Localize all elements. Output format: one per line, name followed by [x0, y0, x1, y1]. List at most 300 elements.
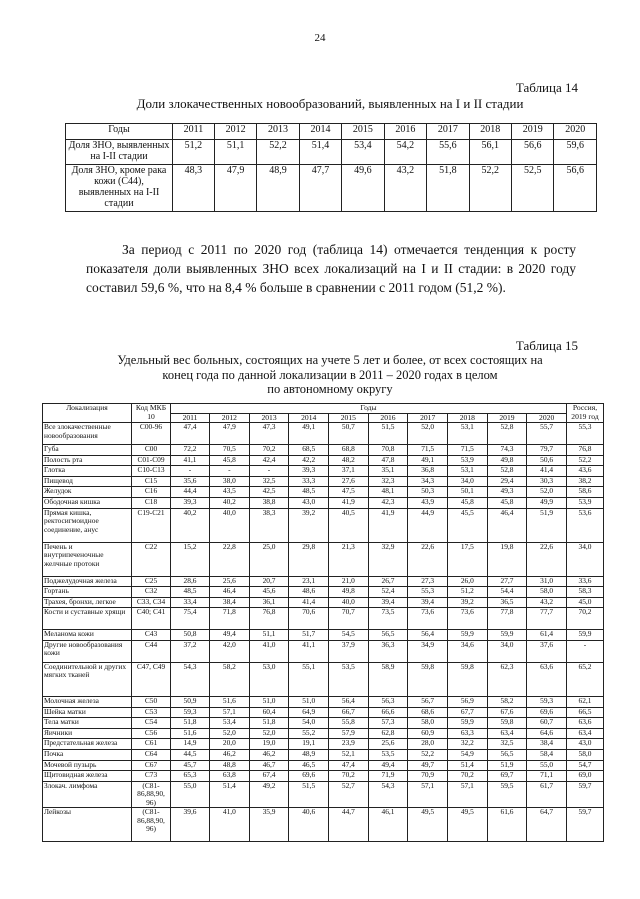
- table15-cell: 58,4: [527, 749, 567, 760]
- table15-cell: 39,3: [289, 466, 329, 477]
- table15-row-name: Гортань: [43, 587, 132, 598]
- table15-cell: 47,3: [249, 423, 289, 445]
- table15-cell: 71,5: [447, 445, 487, 456]
- table15-russia-cell: 58,6: [567, 487, 604, 498]
- table15-cell: 56,4: [329, 696, 369, 707]
- table15-cell: 59,8: [408, 662, 448, 696]
- table15-cell: 51,5: [289, 781, 329, 808]
- table15-cell: 56,3: [368, 696, 408, 707]
- table15-row-code: С01-С09: [132, 455, 171, 466]
- table15-cell: 51,0: [289, 696, 329, 707]
- table15-cell: 59,9: [447, 630, 487, 641]
- table15-cell: 32,9: [368, 542, 408, 576]
- table15-russia-cell: 65,2: [567, 662, 604, 696]
- table15-cell: 49,3: [487, 487, 527, 498]
- table15-cell: 37,1: [329, 466, 369, 477]
- table15-cell: 22,6: [408, 542, 448, 576]
- table14: [65, 123, 597, 212]
- table15-cell: 42,2: [289, 455, 329, 466]
- table14-cell: 56,6: [554, 165, 597, 212]
- table15-russia-cell: 59,7: [567, 781, 604, 808]
- table15-cell: 32,5: [487, 739, 527, 750]
- table15-row-code: С64: [132, 749, 171, 760]
- table15-cell: 42,3: [368, 497, 408, 508]
- table15-cell: 51,1: [249, 630, 289, 641]
- table14-cell: 56,1: [469, 140, 511, 165]
- table15-cell: 61,7: [527, 781, 567, 808]
- table15-row-code: С44: [132, 640, 171, 662]
- table15-cell: 45,8: [487, 497, 527, 508]
- table15-cell: 19,0: [249, 739, 289, 750]
- table15-cell: 39,2: [447, 597, 487, 608]
- table15-row-code: С18: [132, 497, 171, 508]
- table15-row-code: С67: [132, 760, 171, 771]
- table15-cell: 69,7: [487, 771, 527, 782]
- table15-cell: 70,8: [368, 445, 408, 456]
- table15-cell: 44,5: [171, 749, 210, 760]
- table15-cell: 79,7: [527, 445, 567, 456]
- table15-cell: 46,4: [487, 508, 527, 542]
- table15-header-code: Код МКБ 10: [132, 404, 171, 423]
- table15-cell: 34,9: [408, 640, 448, 662]
- table15-cell: 57,9: [329, 728, 369, 739]
- table15-russia-cell: 54,7: [567, 760, 604, 771]
- table15-cell: 52,8: [487, 466, 527, 477]
- table15-cell: 41,1: [289, 640, 329, 662]
- table15-row-name: Печень и внутрипеченочные желчные протоки: [43, 542, 132, 576]
- table15-row-name: Ободочная кишка: [43, 497, 132, 508]
- table15-cell: 49,1: [408, 455, 448, 466]
- table15-cell: 37,9: [329, 640, 369, 662]
- table15-cell: 27,3: [408, 576, 448, 587]
- table15-cell: 54,3: [171, 662, 210, 696]
- table15-russia-cell: 34,0: [567, 542, 604, 576]
- table15-row-name: Злокач. лимфома: [43, 781, 132, 808]
- table15-cell: 51,8: [171, 718, 210, 729]
- table15-cell: 33,4: [171, 597, 210, 608]
- table15-row: [43, 728, 604, 739]
- table14-label: Таблица 14: [515, 80, 578, 95]
- table15-cell: 54,3: [368, 781, 408, 808]
- table15-row-code: С15: [132, 476, 171, 487]
- table15-cell: 67,7: [447, 707, 487, 718]
- table15-row-code: С00-96: [132, 423, 171, 445]
- table15-row: [43, 445, 604, 456]
- table15-cell: 38,8: [249, 497, 289, 508]
- table15-cell: 48,1: [368, 487, 408, 498]
- table15-cell: 56,4: [408, 630, 448, 641]
- table15-cell: 21,0: [329, 576, 369, 587]
- table15-row-code: С19-С21: [132, 508, 171, 542]
- table14-row: [66, 165, 597, 212]
- table15-cell: 49,4: [210, 630, 250, 641]
- table15-row-name: Кости и суставные хрящи: [43, 608, 132, 630]
- table15-row-code: С73: [132, 771, 171, 782]
- table15-cell: 38,4: [210, 597, 250, 608]
- table15-cell: 42,0: [210, 640, 250, 662]
- body-paragraph: За период с 2011 по 2020 год (таблица 14) отмечается тенденция к росту показателя доли выявленных ЗНО всех локализаций на I и II стадии: в 2020 году составил 59,6 %, что на 8,4 % больше в сравнении с 2011 годом (51,2 %).: [86, 242, 576, 295]
- table15-cell: 49,8: [487, 455, 527, 466]
- table15-cell: 34,0: [487, 640, 527, 662]
- table15-cell: 72,2: [171, 445, 210, 456]
- table15-cell: 43,9: [408, 497, 448, 508]
- table15-row-code: С54: [132, 718, 171, 729]
- table15-cell: 43,5: [210, 487, 250, 498]
- table15-cell: 39,2: [289, 508, 329, 542]
- table15-russia-cell: 52,2: [567, 455, 604, 466]
- table14-cell: 51,4: [299, 140, 341, 165]
- table15-row-code: С61: [132, 739, 171, 750]
- table15-cell: 52,1: [329, 749, 369, 760]
- table15-cell: 49,7: [408, 760, 448, 771]
- table15-row: [43, 466, 604, 477]
- table15-cell: 22,6: [527, 542, 567, 576]
- table15-cell: 28,6: [171, 576, 210, 587]
- table15-cell: 42,5: [249, 487, 289, 498]
- table15-header-year: 2017: [408, 413, 448, 423]
- table15-row-name: Поджелудочная железа: [43, 576, 132, 587]
- table14-header-years: Годы: [66, 124, 173, 140]
- table15-row: [43, 455, 604, 466]
- table14-cell: 51,8: [427, 165, 469, 212]
- table15-header-year: 2020: [527, 413, 567, 423]
- table15-cell: 60,9: [408, 728, 448, 739]
- table15-row: [43, 662, 604, 696]
- table15-cell: 61,6: [487, 808, 527, 842]
- table15-cell: 26,7: [368, 576, 408, 587]
- table14-cell: 56,6: [512, 140, 554, 165]
- table15-cell: 52,4: [368, 587, 408, 598]
- table14-cell: 48,3: [173, 165, 215, 212]
- table15-cell: 47,8: [368, 455, 408, 466]
- table15-cell: 43,0: [289, 497, 329, 508]
- table15-cell: 45,5: [447, 508, 487, 542]
- table15-cell: 56,5: [368, 630, 408, 641]
- table15-cell: 37,6: [527, 640, 567, 662]
- table15-header-year: 2011: [171, 413, 210, 423]
- table15-cell: 35,9: [249, 808, 289, 842]
- table15-cell: 19,8: [487, 542, 527, 576]
- table15-cell: 34,0: [447, 476, 487, 487]
- table14-header-year: 2019: [512, 124, 554, 140]
- table15-row-name: Все злокачественные новообразования: [43, 423, 132, 445]
- table15-cell: 20,7: [249, 576, 289, 587]
- table15-row-code: С47, С49: [132, 662, 171, 696]
- table15-row-name: Трахея, бронхи, легкое: [43, 597, 132, 608]
- table14-cell: 55,6: [427, 140, 469, 165]
- table15-row-name: Яичники: [43, 728, 132, 739]
- table15-cell: 53,5: [329, 662, 369, 696]
- table15-russia-cell: 38,2: [567, 476, 604, 487]
- table15-row-name: Губа: [43, 445, 132, 456]
- table15-cell: 38,0: [210, 476, 250, 487]
- table15-cell: 70,2: [249, 445, 289, 456]
- table15-cell: 22,8: [210, 542, 250, 576]
- table15-cell: 68,8: [329, 445, 369, 456]
- table15-row-code: (С81-86,88,90, 96): [132, 808, 171, 842]
- table15-cell: 41,9: [368, 508, 408, 542]
- page-number: 24: [314, 32, 326, 44]
- table15-row-code: С50: [132, 696, 171, 707]
- table15-cell: 59,3: [171, 707, 210, 718]
- table15-cell: 25,6: [210, 576, 250, 587]
- table15-cell: 57,1: [408, 781, 448, 808]
- table15-row: [43, 487, 604, 498]
- table14-cell: 51,2: [173, 140, 215, 165]
- table15-russia-cell: 62,1: [567, 696, 604, 707]
- table15-cell: 29,4: [487, 476, 527, 487]
- table15-cell: 67,6: [487, 707, 527, 718]
- table15-cell: 48,6: [289, 587, 329, 598]
- table15-cell: 44,7: [329, 808, 369, 842]
- table15-cell: 56,7: [408, 696, 448, 707]
- table15-russia-cell: 43,6: [567, 466, 604, 477]
- table15-cell: 36,3: [368, 640, 408, 662]
- table15-cell: 27,6: [329, 476, 369, 487]
- table15-cell: 53,1: [447, 466, 487, 477]
- table15-cell: 53,5: [368, 749, 408, 760]
- table14-header-year: 2013: [257, 124, 299, 140]
- table15-cell: 48,5: [289, 487, 329, 498]
- table15-cell: 48,2: [329, 455, 369, 466]
- table15-row-name: Соединительной и других мягких тканей: [43, 662, 132, 696]
- table15-cell: 49,4: [368, 760, 408, 771]
- table14-cell: 53,4: [342, 140, 384, 165]
- table15-cell: 70,6: [289, 608, 329, 630]
- table15-cell: 40,6: [289, 808, 329, 842]
- table15-row-code: С56: [132, 728, 171, 739]
- table14-title: Доли злокачественных новообразований, выявленных на I и II стадии: [136, 96, 524, 111]
- table15-cell: 71,5: [408, 445, 448, 456]
- table15-cell: 77,7: [527, 608, 567, 630]
- table15-cell: 41,1: [171, 455, 210, 466]
- table15-header-year: 2012: [210, 413, 250, 423]
- table15-cell: 19,1: [289, 739, 329, 750]
- table15-cell: 27,7: [487, 576, 527, 587]
- table15-russia-cell: -: [567, 640, 604, 662]
- table15-cell: 46,5: [289, 760, 329, 771]
- table15-cell: 61,4: [527, 630, 567, 641]
- table15-row-name: Другие новообразования кожи: [43, 640, 132, 662]
- table15-cell: 36,8: [408, 466, 448, 477]
- table15-cell: 57,1: [210, 707, 250, 718]
- table15-cell: 40,0: [210, 508, 250, 542]
- table15-row: [43, 760, 604, 771]
- table15-cell: 75,4: [171, 608, 210, 630]
- table15-row: [43, 696, 604, 707]
- table15-cell: 70,2: [329, 771, 369, 782]
- table15-cell: 52,0: [249, 728, 289, 739]
- table15-row: [43, 542, 604, 576]
- table14-header-year: 2012: [214, 124, 256, 140]
- table15-cell: 48,8: [210, 760, 250, 771]
- table15-cell: 71,9: [368, 771, 408, 782]
- table15-title-line2: конец года по данной локализации в 2011 – 2020 годах в целом: [162, 367, 498, 382]
- table15-cell: 30,3: [527, 476, 567, 487]
- table15-cell: 51,2: [447, 587, 487, 598]
- table15-cell: 66,6: [368, 707, 408, 718]
- table15-row-code: С40; С41: [132, 608, 171, 630]
- table15-russia-cell: 59,7: [567, 808, 604, 842]
- table15-cell: 69,6: [527, 707, 567, 718]
- table15-cell: 63,3: [447, 728, 487, 739]
- table15-cell: 40,5: [329, 508, 369, 542]
- table15-header-year: 2019: [487, 413, 527, 423]
- table15-cell: 64,9: [289, 707, 329, 718]
- table15-row: [43, 608, 604, 630]
- table15-cell: 46,1: [368, 808, 408, 842]
- table15-cell: 38,4: [527, 739, 567, 750]
- table14-cell: 51,1: [214, 140, 256, 165]
- table15-row: [43, 749, 604, 760]
- table15-cell: 44,9: [408, 508, 448, 542]
- table15-cell: 49,5: [408, 808, 448, 842]
- table15-header-year: 2013: [249, 413, 289, 423]
- table15-cell: 33,3: [289, 476, 329, 487]
- table15-cell: 38,3: [249, 508, 289, 542]
- table15-row: [43, 597, 604, 608]
- table15-row-name: Прямая кишка, ректосигмоидное соединение, анус: [43, 508, 132, 542]
- table15-cell: 52,0: [210, 728, 250, 739]
- table15-cell: 59,8: [447, 662, 487, 696]
- table15-cell: 32,3: [368, 476, 408, 487]
- table15-cell: -: [171, 466, 210, 477]
- table15-cell: -: [210, 466, 250, 477]
- table15-cell: 51,9: [527, 508, 567, 542]
- table15-row-code: С53: [132, 707, 171, 718]
- table15-cell: 52,2: [408, 749, 448, 760]
- table15-row-name: Щитовидная железа: [43, 771, 132, 782]
- table14-header-year: 2017: [427, 124, 469, 140]
- table15-header-russia: Россия, 2019 год: [567, 404, 604, 423]
- table15-russia-cell: 63,4: [567, 728, 604, 739]
- table15-cell: 35,6: [171, 476, 210, 487]
- table15-cell: 58,2: [210, 662, 250, 696]
- table15-cell: 46,2: [210, 749, 250, 760]
- table15-cell: 63,4: [487, 728, 527, 739]
- table15-row-name: Предстательная железа: [43, 739, 132, 750]
- table15: [42, 403, 604, 842]
- table15-cell: 58,0: [527, 587, 567, 598]
- table15-cell: 23,1: [289, 576, 329, 587]
- table15-cell: 48,5: [171, 587, 210, 598]
- table15-cell: 39,4: [408, 597, 448, 608]
- table15-cell: 70,2: [447, 771, 487, 782]
- table15-cell: 51,6: [210, 696, 250, 707]
- table15-russia-cell: 76,8: [567, 445, 604, 456]
- table14-cell: 52,2: [257, 140, 299, 165]
- table15-title: [60, 353, 600, 397]
- table15-cell: 55,0: [171, 781, 210, 808]
- table15-row-code: С10-С13: [132, 466, 171, 477]
- table14-header-year: 2016: [384, 124, 426, 140]
- table14-header-year: 2014: [299, 124, 341, 140]
- table15-row: [43, 739, 604, 750]
- table15-cell: 57,1: [447, 781, 487, 808]
- table15-cell: 49,5: [447, 808, 487, 842]
- table15-cell: 59,9: [447, 718, 487, 729]
- table15-cell: 73,5: [368, 608, 408, 630]
- table15-label: Таблица 15: [515, 338, 578, 353]
- table15-cell: 39,3: [171, 497, 210, 508]
- table15-russia-cell: 55,3: [567, 423, 604, 445]
- table15-row: [43, 576, 604, 587]
- table15-cell: 54,4: [487, 587, 527, 598]
- table15-cell: 49,8: [329, 587, 369, 598]
- table15-cell: 55,2: [289, 728, 329, 739]
- table15-row-name: Глотка: [43, 466, 132, 477]
- table15-cell: 64,7: [527, 808, 567, 842]
- table15-cell: -: [249, 466, 289, 477]
- table15-cell: 50,9: [171, 696, 210, 707]
- table14-row-name: Доля ЗНО, выявленных на I-II стадии: [66, 140, 173, 165]
- table15-cell: 59,5: [487, 781, 527, 808]
- table15-cell: 41,4: [527, 466, 567, 477]
- table15-cell: 56,5: [487, 749, 527, 760]
- table15-cell: 71,1: [527, 771, 567, 782]
- table15-row: [43, 508, 604, 542]
- table15-cell: 59,9: [487, 630, 527, 641]
- table15-cell: 58,0: [408, 718, 448, 729]
- table15-header-year: 2016: [368, 413, 408, 423]
- table15-cell: 63,8: [210, 771, 250, 782]
- table15-cell: 45,7: [171, 760, 210, 771]
- table15-cell: 20,0: [210, 739, 250, 750]
- table15-cell: 62,8: [368, 728, 408, 739]
- table15-cell: 62,3: [487, 662, 527, 696]
- table15-row: [43, 781, 604, 808]
- table15-cell: 44,4: [171, 487, 210, 498]
- table15-header-years: Годы: [171, 404, 567, 414]
- table15-title-line3: по автономному округу: [267, 382, 393, 396]
- table15-cell: 31,0: [527, 576, 567, 587]
- table15-row-code: С25: [132, 576, 171, 587]
- table15-cell: 53,4: [210, 718, 250, 729]
- table15-russia-cell: 43,0: [567, 739, 604, 750]
- table15-row-name: Тела матки: [43, 718, 132, 729]
- table15-row-name: Молочная железа: [43, 696, 132, 707]
- table15-row: [43, 707, 604, 718]
- table15-cell: 41,9: [329, 497, 369, 508]
- table15-row-name: Желудок: [43, 487, 132, 498]
- table14-header-year: 2018: [469, 124, 511, 140]
- table15-cell: 39,4: [368, 597, 408, 608]
- table15-cell: 37,2: [171, 640, 210, 662]
- table15-row: [43, 587, 604, 598]
- table15-cell: 58,2: [487, 696, 527, 707]
- table15-cell: 70,7: [329, 608, 369, 630]
- table15-cell: 34,3: [408, 476, 448, 487]
- table14-row-name: Доля ЗНО, кроме рака кожи (С44), выявленных на I-II стадии: [66, 165, 173, 212]
- table15-cell: 51,5: [368, 423, 408, 445]
- table15-row-name: Меланома кожи: [43, 630, 132, 641]
- table15-row: [43, 476, 604, 487]
- table15-cell: 50,3: [408, 487, 448, 498]
- table15-russia-cell: 66,5: [567, 707, 604, 718]
- table15-cell: 17,5: [447, 542, 487, 576]
- table15-cell: 73,6: [408, 608, 448, 630]
- table15-cell: 47,4: [171, 423, 210, 445]
- table15-cell: 32,2: [447, 739, 487, 750]
- table15-row: [43, 808, 604, 842]
- table15-row: [43, 718, 604, 729]
- table15-cell: 66,7: [329, 707, 369, 718]
- table15-cell: 50,6: [527, 455, 567, 466]
- table15-cell: 64,6: [527, 728, 567, 739]
- table15-cell: 51,8: [249, 718, 289, 729]
- table15-cell: 41,0: [210, 808, 250, 842]
- table15-cell: 51,6: [171, 728, 210, 739]
